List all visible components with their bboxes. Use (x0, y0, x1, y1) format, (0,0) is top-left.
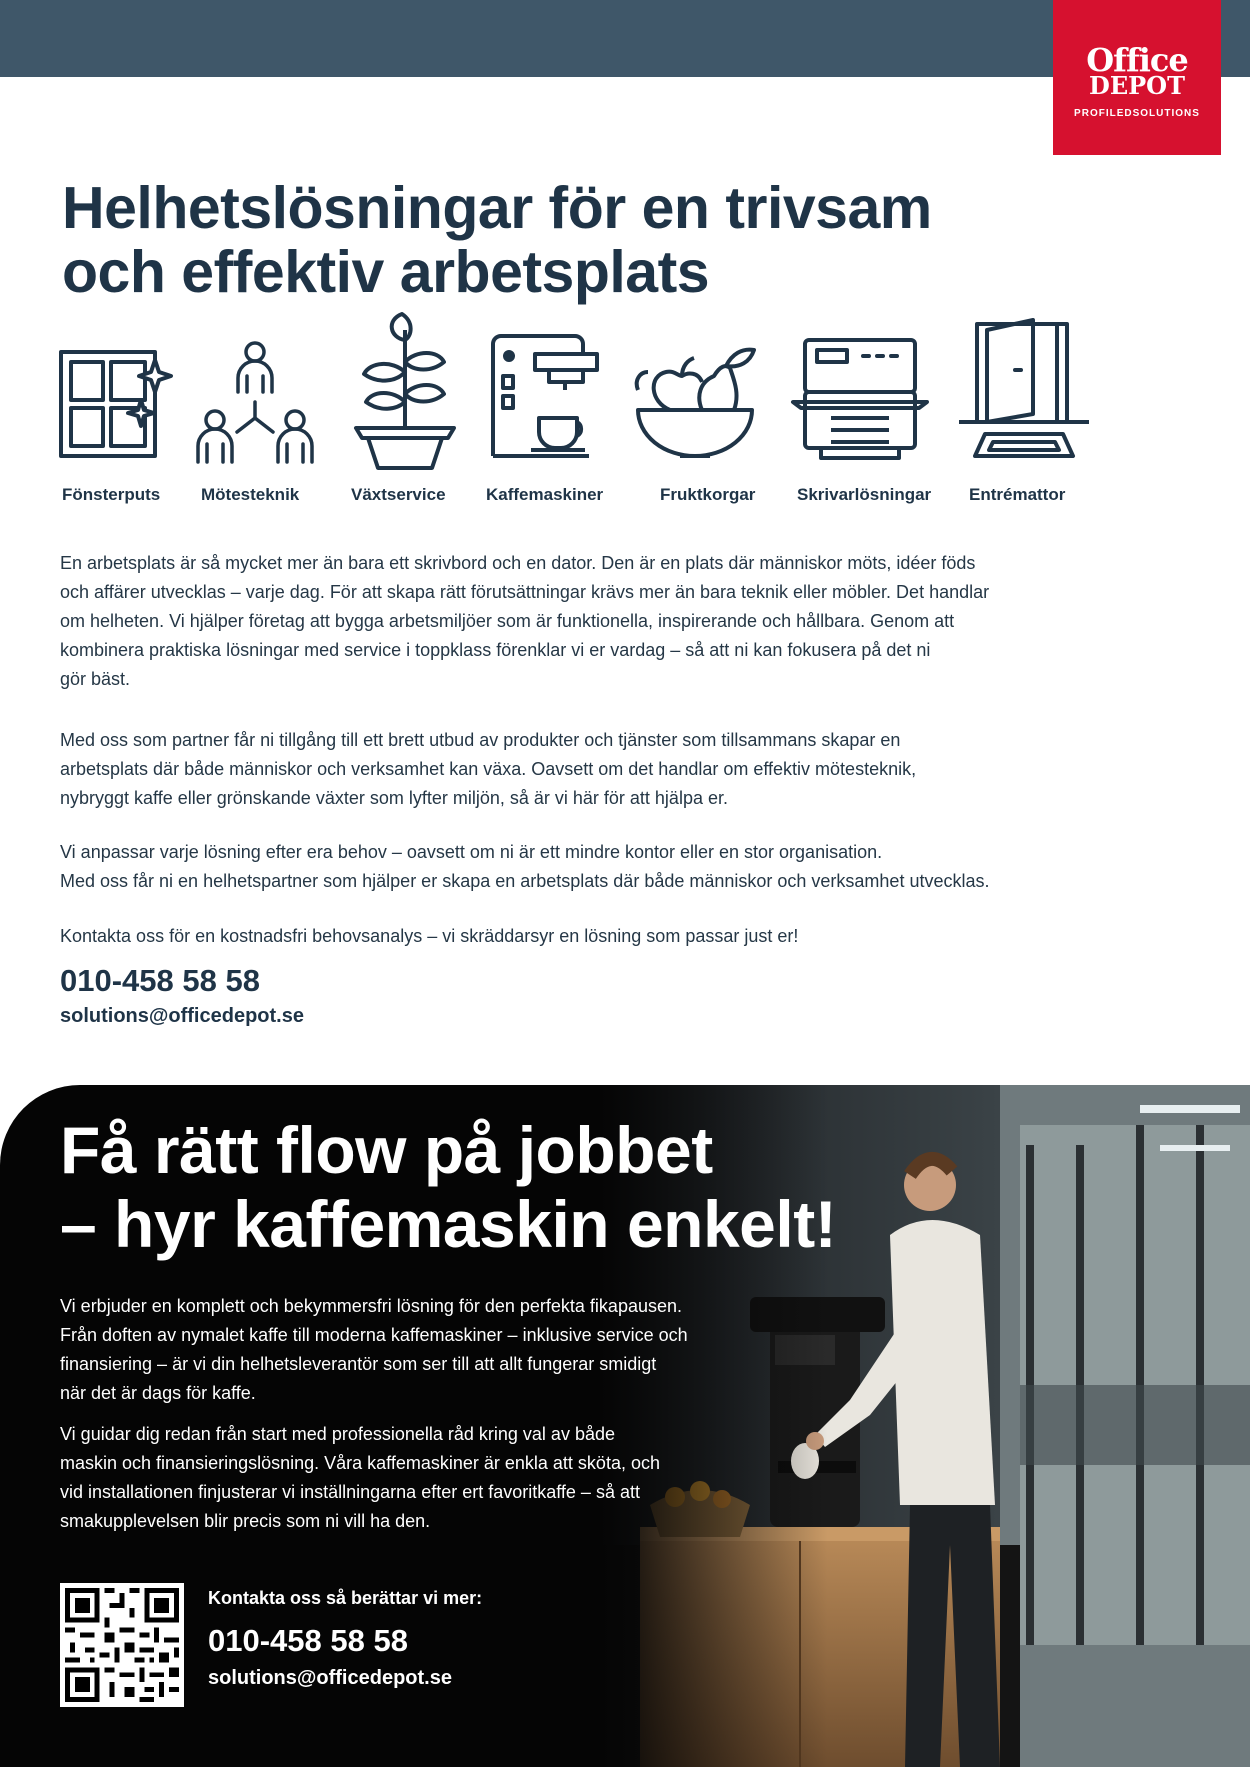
intro-paragraph-4 (60, 922, 1100, 951)
coffee-headline-line-2: – hyr kaffemaskin enkelt! (60, 1187, 837, 1261)
contact-email[interactable]: solutions@officedepot.se (60, 1005, 304, 1027)
contact-phone[interactable]: 010-458 58 58 (60, 963, 260, 998)
logo-tagline: PROFILEDSOLUTIONS (1074, 108, 1200, 119)
fruit-bowl-icon (630, 310, 760, 470)
service-fruit-bowl (630, 310, 760, 470)
text-line: om helheten. Vi hjälper företag att bygga arbetsmiljöer som är funktionella, inspirerande och hållbara. Genom att (60, 611, 955, 631)
logo-word-office: Office (1086, 41, 1188, 79)
text-line: nybryggt kaffe eller grönskande växter som lyfter miljön, så är vi här för att hjälpa er. (60, 788, 728, 808)
qr-code[interactable] (60, 1583, 184, 1707)
plant-icon (350, 310, 460, 470)
office-depot-logo[interactable] (1053, 0, 1221, 155)
page-title-line-2: och effektiv arbetsplats (62, 239, 710, 305)
text-line: smakupplevelsen blir precis som ni vill ha den. (60, 1511, 431, 1531)
coffee-headline-line-1: Få rätt flow på jobbet (60, 1113, 713, 1187)
service-label-fruit-bowl: Fruktkorgar (660, 485, 756, 504)
text-line: Vi guidar dig redan från start med professionella råd kring val av både (60, 1424, 615, 1444)
service-label-entrance-mat: Entrémattor (969, 485, 1066, 504)
page-title-line-1: Helhetslösningar för en trivsam (62, 175, 932, 241)
service-label-printer: Skrivarlösningar (797, 485, 932, 504)
text-line: arbetsplats där både människor och verksamhet kan växa. Oavsett om det handlar om effektiv mötesteknik, (60, 759, 917, 779)
text-line: Vi erbjuder en komplett och bekymmersfri lösning för den perfekta fikapausen. (60, 1296, 682, 1316)
service-meeting-tech (190, 310, 320, 470)
printer-icon (785, 310, 935, 470)
service-label-coffee-machine: Kaffemaskiner (486, 485, 604, 504)
meeting-tech-icon (190, 310, 320, 470)
text-line: Kontakta oss för en kostnadsfri behovsanalys – vi skräddarsyr en lösning som passar just er! (60, 926, 799, 946)
page-title (62, 176, 1042, 304)
service-icons-row (55, 310, 1095, 510)
intro-paragraph-3 (60, 838, 1100, 896)
text-line: och affärer utvecklas – varje dag. För att skapa rätt förutsättningar krävs mer än bara teknik eller möbler. Det handlar (60, 582, 990, 602)
text-line: när det är dags för kaffe. (60, 1383, 256, 1403)
text-line: finansiering – är vi din helhetsleverantör som ser till att allt fungerar smidigt (60, 1354, 657, 1374)
window-cleaning-icon (55, 310, 175, 470)
service-plant (350, 310, 460, 470)
coffee-paragraph-2 (60, 1420, 760, 1536)
coffee-machine-icon (485, 310, 605, 470)
coffee-contact-phone[interactable]: 010-458 58 58 (208, 1623, 408, 1658)
logo-word-depot: DEPOT (1089, 71, 1185, 100)
text-line: Från doften av nymalet kaffe till moderna kaffemaskiner – inklusive service och (60, 1325, 688, 1345)
text-line: maskin och finansieringslösning. Våra kaffemaskiner är enkla att sköta, och (60, 1453, 660, 1473)
contact-label: Kontakta oss så berättar vi mer: (208, 1588, 483, 1608)
text-line: kombinera praktiska lösningar med service i toppklass förenklar vi er vardag – så att ni kan fokusera på det ni (60, 640, 931, 660)
coffee-headline (60, 1113, 960, 1261)
intro-paragraph-1 (60, 549, 1100, 694)
service-label-meeting-tech: Mötesteknik (201, 485, 300, 504)
entrance-mat-icon (955, 310, 1095, 470)
intro-paragraph-2 (60, 726, 1100, 813)
coffee-paragraph-1 (60, 1292, 760, 1408)
coffee-promo-section (0, 1085, 1250, 1767)
service-printer (785, 310, 935, 470)
service-label-plant: Växtservice (351, 485, 446, 504)
service-label-window-cleaning: Fönsterputs (62, 485, 161, 504)
coffee-contact-email[interactable]: solutions@officedepot.se (208, 1667, 452, 1689)
text-line: gör bäst. (60, 669, 131, 689)
text-line: Med oss får ni en helhetspartner som hjälper er skapa en arbetsplats där både människor och verksamhet utvecklas. (60, 871, 990, 891)
text-line: vid installationen finjusterar vi inställningarna efter ert favoritkaffe – så att (60, 1482, 640, 1502)
service-entrance-mat (955, 310, 1095, 470)
service-window-cleaning (55, 310, 175, 470)
text-line: En arbetsplats är så mycket mer än bara ett skrivbord och en dator. Den är en plats där människor möts, idéer föds (60, 553, 976, 573)
text-line: Vi anpassar varje lösning efter era behov – oavsett om ni är ett mindre kontor eller en stor organisation. (60, 842, 883, 862)
text-line: Med oss som partner får ni tillgång till ett brett utbud av produkter och tjänster som tillsammans skapar en (60, 730, 901, 750)
service-coffee-machine (485, 310, 605, 470)
